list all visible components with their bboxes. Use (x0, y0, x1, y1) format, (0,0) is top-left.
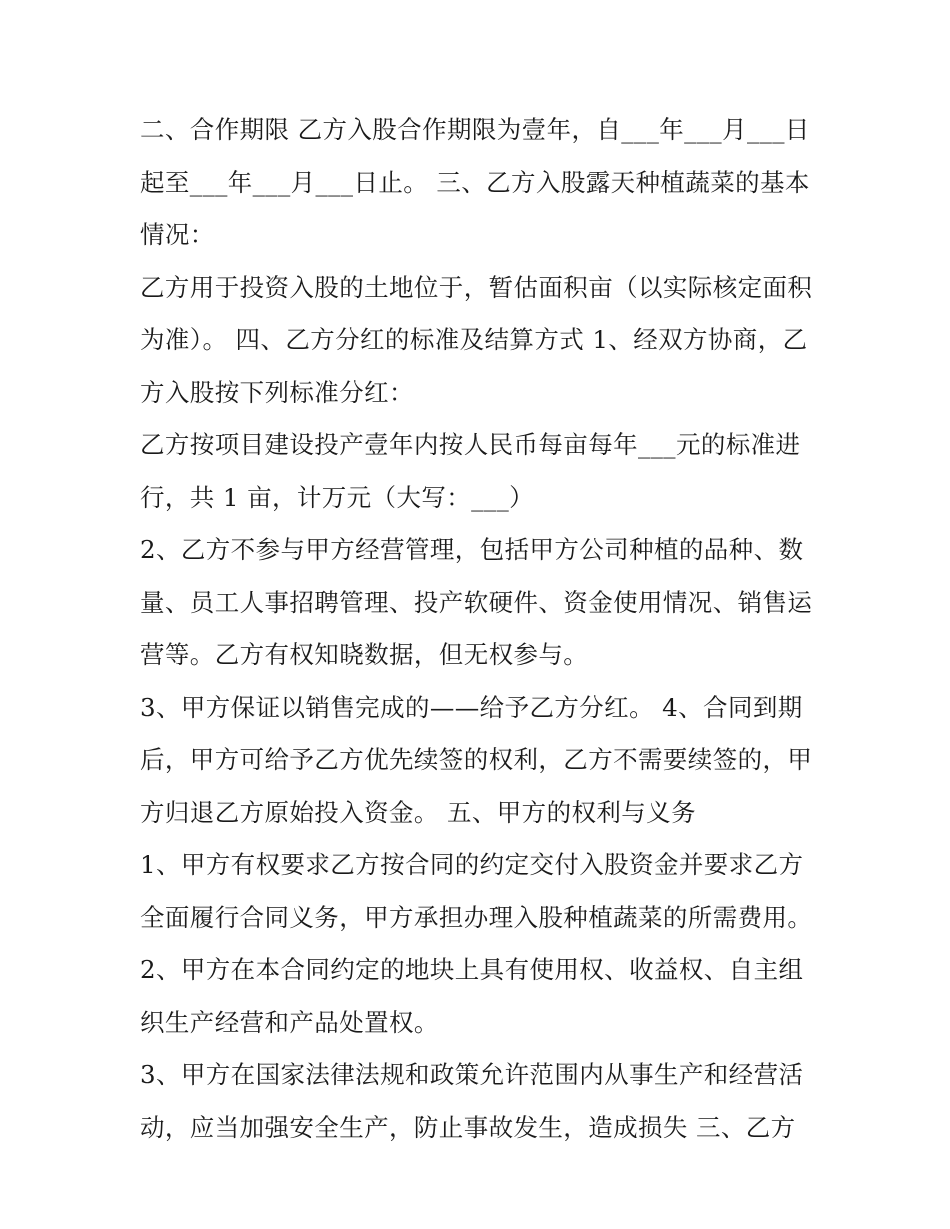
text-line: 织生产经营和产品处置权。 (140, 1007, 439, 1037)
contract-text-body (140, 104, 830, 1154)
text-line: 方归退乙方原始投入资金。 五、甲方的权利与义务 (140, 797, 696, 827)
text-line: 1、甲方有权要求乙方按合同的约定交付入股资金并要求乙方 (140, 850, 804, 879)
text-line: 为准）。 四、乙方分红的标准及结算方式 1、经双方协商，乙 (140, 325, 808, 354)
text-line: 起至___年___月___日止。 三、乙方入股露天种植蔬菜的基本 (140, 167, 810, 197)
text-line: 行，共 1 亩，计万元（大写：___） (140, 482, 535, 512)
text-line: 全面履行合同义务，甲方承担办理入股种植蔬菜的所需费用。 (140, 902, 813, 932)
text-line: 营等。乙方有权知晓数据，但无权参与。 (140, 640, 589, 669)
text-line: 乙方用于投资入股的土地位于，暂估面积亩（以实际核定面积 (140, 272, 813, 302)
text-line: 动，应当加强安全生产，防止事故发生，造成损失 三、乙方 (140, 1112, 796, 1142)
text-line: 3、甲方保证以销售完成的——给予乙方分红。 4、合同到期 (140, 692, 803, 722)
text-line: 2、甲方在本合同约定的地块上具有使用权、收益权、自主组 (140, 955, 804, 984)
text-line: 情况： (140, 220, 215, 249)
text-line: 2、乙方不参与甲方经营管理，包括甲方公司种植的品种、数 (140, 535, 804, 564)
text-line: 量、员工人事招聘管理、投产软硬件、资金使用情况、销售运 (140, 587, 813, 617)
text-line: 二、合作期限 乙方入股合作期限为壹年，自___年___月___日 (140, 115, 810, 144)
text-line: 3、甲方在国家法律法规和政策允许范围内从事生产和经营活 (140, 1060, 804, 1089)
text-line: 方入股按下列标准分红： (140, 377, 414, 407)
text-line: 乙方按项目建设投产壹年内按人民币每亩每年___元的标准进 (140, 430, 801, 459)
text-line: 后，甲方可给予乙方优先续签的权利，乙方不需要续签的，甲 (140, 745, 813, 774)
